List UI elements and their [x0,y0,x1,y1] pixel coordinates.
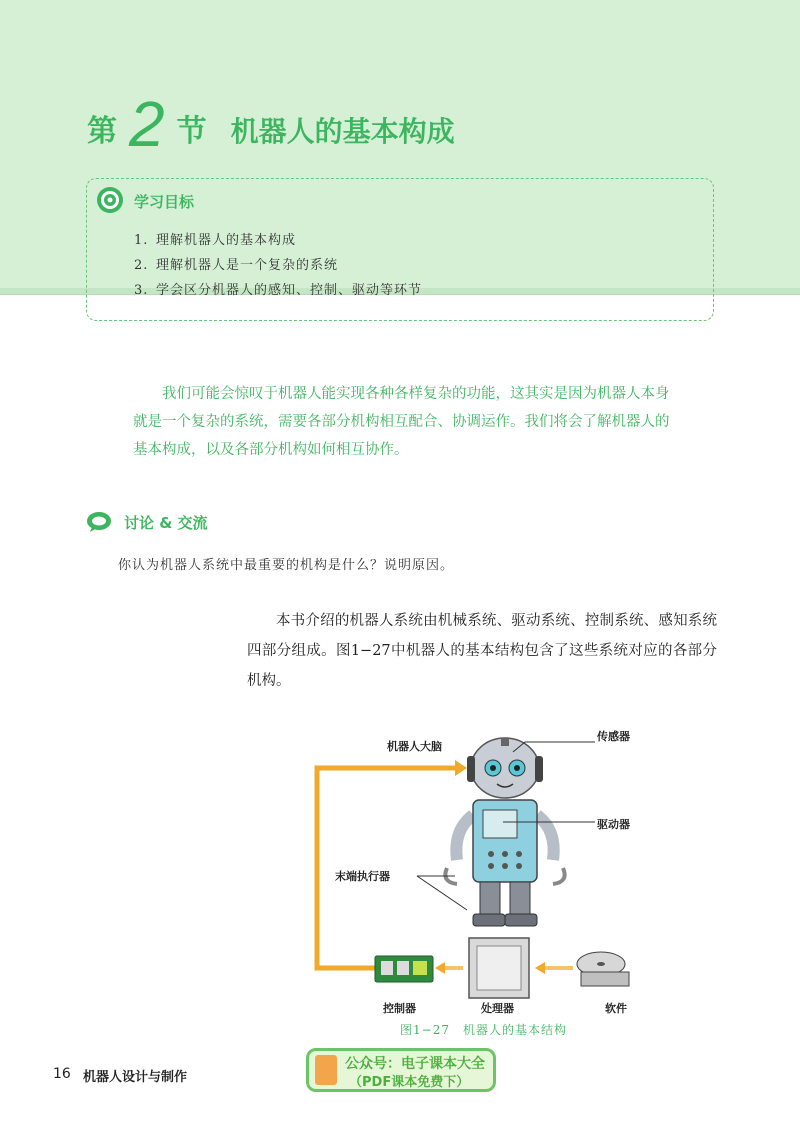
body-paragraph: 本书介绍的机器人系统由机械系统、驱动系统、控制系统、感知系统四部分组成。图1−27中机器人的基本结构包含了这些系统对应的各部分机构。 [247,613,717,689]
speech-bubble-icon [86,511,112,533]
label-end-effector: 末端执行器 [335,870,390,883]
label-controller: 控制器 [383,1002,416,1015]
controller-board [375,956,433,982]
figure-caption: 图1−27 机器人的基本结构 [400,1023,567,1037]
goal-text: 理解机器人是一个复杂的系统 [156,258,339,273]
feedback-arrowhead [455,760,467,776]
label-software: 软件 [605,1002,627,1015]
section-suffix: 节 [176,114,207,149]
target-icon [96,186,124,214]
end-effector-leader-2 [417,876,467,910]
arrowhead [435,962,445,974]
goal-item [134,253,422,278]
label-brain: 机器人大脑 [387,740,442,753]
stamp-line-2: （PDF课本免费下） [349,1075,470,1090]
software-disc [577,952,629,986]
watermark-stamp [306,1048,496,1092]
goal-number: 3. [134,283,149,298]
learning-goals-heading: 学习目标 [134,193,195,211]
goal-item [134,278,422,303]
stamp-line-1: 公众号：电子课本大全 [345,1056,485,1072]
discussion-question: 你认为机器人系统中最重要的机构是什么？说明原因。 [118,558,455,573]
arrowhead [535,962,545,974]
goal-item [134,228,422,253]
section-heading: 机器人的基本构成 [230,115,455,148]
label-processor: 处理器 [481,1002,514,1015]
label-sensor: 传感器 [597,730,630,743]
book-logo-icon [315,1055,337,1085]
section-number: 2 [129,88,165,160]
robot-legs [473,882,537,926]
label-driver: 驱动器 [597,818,630,831]
book-title: 机器人设计与制作 [83,1070,188,1085]
section-prefix: 第 [87,114,117,149]
goal-number: 2. [134,258,149,273]
robot-structure-figure [305,720,645,1020]
intro-paragraph: 我们可能会惊叹于机器人能实现各种各样复杂的功能，这其实是因为机器人本身就是一个复杂的系统，需要各部分机构相互配合、协调运作。我们将会了解机器人的基本构成，以及各部分机构如何相互协作。 [133,386,670,458]
page-number: 16 [53,1066,71,1082]
goal-text: 学会区分机器人的感知、控制、驱动等环节 [156,283,423,298]
goal-text: 理解机器人的基本构成 [156,233,297,248]
processor-chip [469,938,529,998]
goal-number: 1. [134,233,149,248]
robot-body [473,800,537,882]
section-title [87,88,455,160]
learning-goals-list [134,228,422,303]
robot-head [467,738,543,798]
discussion-heading: 讨论 & 交流 [124,514,208,532]
